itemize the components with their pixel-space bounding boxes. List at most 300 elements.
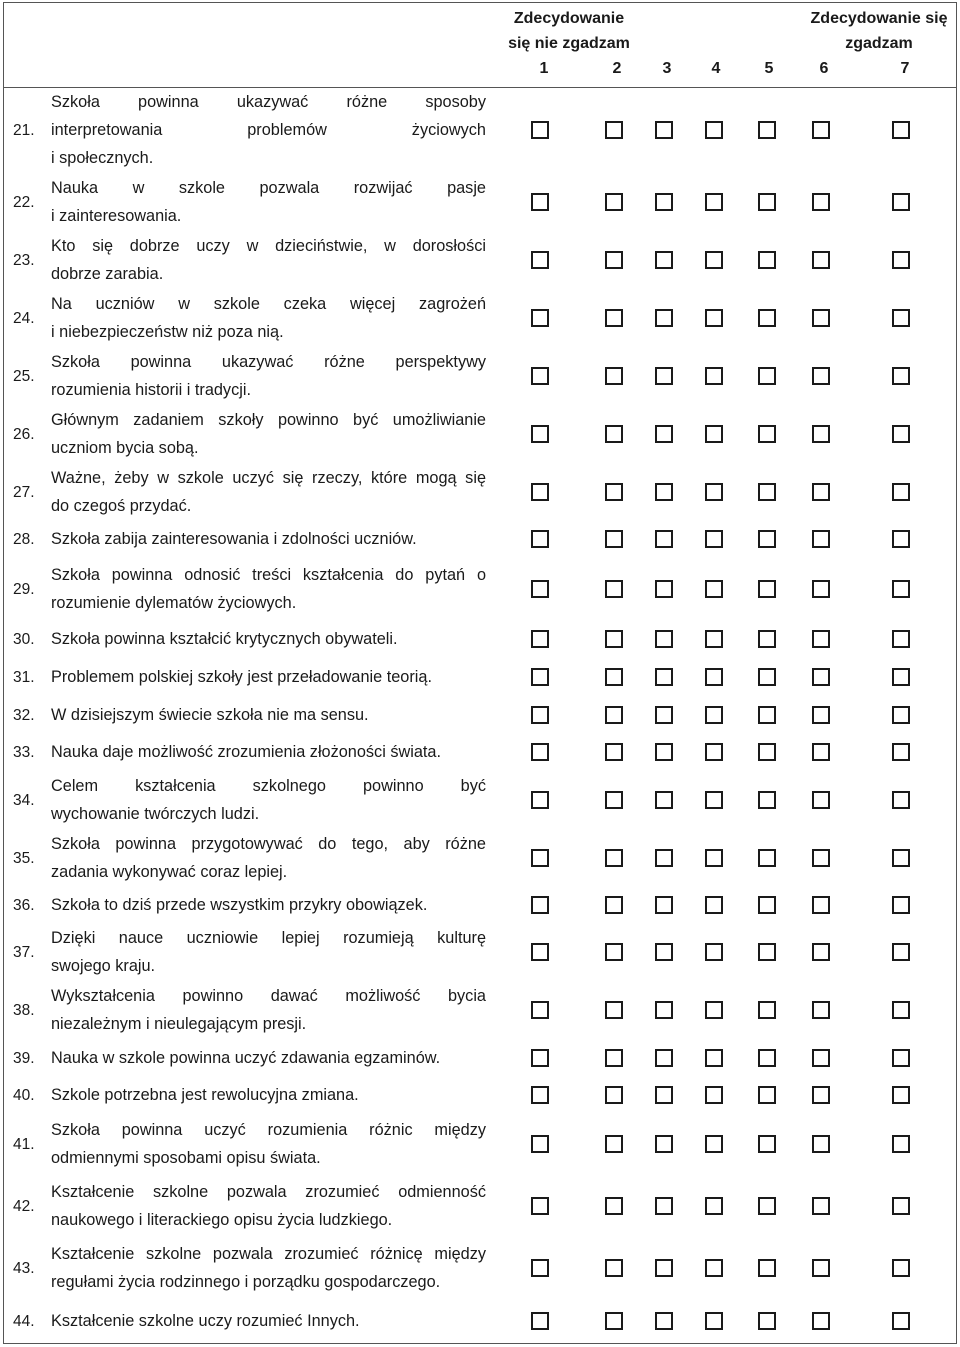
question-number: 24. bbox=[13, 310, 35, 327]
question-text bbox=[51, 525, 486, 553]
rating-checkbox-7[interactable] bbox=[892, 896, 910, 914]
rating-checkbox-1[interactable] bbox=[531, 943, 549, 961]
question-text-line: Szkoła powinna ukazywać różne sposoby bbox=[51, 93, 486, 111]
rating-checkbox-7[interactable] bbox=[892, 706, 910, 724]
question-text bbox=[51, 88, 486, 172]
rating-checkbox-4[interactable] bbox=[705, 425, 723, 443]
question-text-line: Szkoła powinna przygotowywać do tego, aby różne bbox=[51, 835, 486, 853]
rating-checkbox-3[interactable] bbox=[655, 943, 673, 961]
question-row bbox=[4, 733, 956, 771]
rating-checkbox-1[interactable] bbox=[531, 849, 549, 867]
question-text bbox=[51, 772, 486, 828]
question-number: 26. bbox=[13, 426, 35, 443]
rating-checkbox-1[interactable] bbox=[531, 530, 549, 548]
question-text-line: Szkoła powinna kształcić krytycznych obywateli. bbox=[51, 630, 398, 648]
question-text bbox=[51, 1081, 486, 1109]
question-row bbox=[4, 1039, 956, 1077]
rating-checkbox-1[interactable] bbox=[531, 1197, 549, 1215]
question-row bbox=[4, 347, 956, 405]
rating-checkbox-1[interactable] bbox=[531, 1086, 549, 1104]
question-number: 44. bbox=[13, 1313, 35, 1330]
rating-checkbox-1[interactable] bbox=[531, 1049, 549, 1067]
rating-checkbox-2[interactable] bbox=[605, 1049, 623, 1067]
question-row bbox=[4, 521, 956, 557]
question-number: 43. bbox=[13, 1260, 35, 1277]
rating-checkbox-3[interactable] bbox=[655, 630, 673, 648]
question-text-line: swojego kraju. bbox=[51, 957, 156, 975]
row-divider bbox=[4, 771, 956, 772]
rating-checkbox-2[interactable] bbox=[605, 425, 623, 443]
question-row bbox=[4, 87, 956, 173]
rating-checkbox-4[interactable] bbox=[705, 193, 723, 211]
scale-low-label-line2: się nie zgadzam bbox=[508, 35, 630, 52]
question-text-line: Szkoła zabija zainteresowania i zdolności uczniów. bbox=[51, 530, 417, 548]
rating-checkbox-6[interactable] bbox=[812, 193, 830, 211]
question-text-line: wychowanie twórczych ludzi. bbox=[51, 805, 260, 823]
scale-low-label-line1: Zdecydowanie bbox=[513, 10, 625, 27]
rating-checkbox-5[interactable] bbox=[758, 706, 776, 724]
rating-checkbox-3[interactable] bbox=[655, 668, 673, 686]
row-divider bbox=[4, 1113, 956, 1114]
rating-checkbox-6[interactable] bbox=[812, 309, 830, 327]
rating-checkbox-1[interactable] bbox=[531, 706, 549, 724]
rating-checkbox-4[interactable] bbox=[705, 1135, 723, 1153]
rating-checkbox-6[interactable] bbox=[812, 1259, 830, 1277]
rating-checkbox-7[interactable] bbox=[892, 425, 910, 443]
question-row bbox=[4, 231, 956, 289]
rating-checkbox-5[interactable] bbox=[758, 193, 776, 211]
rating-checkbox-7[interactable] bbox=[892, 1312, 910, 1330]
rating-checkbox-4[interactable] bbox=[705, 483, 723, 501]
row-divider bbox=[4, 887, 956, 888]
question-text bbox=[51, 830, 486, 886]
question-row bbox=[4, 289, 956, 347]
rating-checkbox-3[interactable] bbox=[655, 1049, 673, 1067]
rating-checkbox-2[interactable] bbox=[605, 849, 623, 867]
rating-checkbox-6[interactable] bbox=[812, 743, 830, 761]
scale-number-7: 7 bbox=[900, 60, 910, 77]
rating-checkbox-1[interactable] bbox=[531, 367, 549, 385]
question-row bbox=[4, 657, 956, 697]
rating-checkbox-5[interactable] bbox=[758, 309, 776, 327]
rating-checkbox-6[interactable] bbox=[812, 896, 830, 914]
rating-checkbox-3[interactable] bbox=[655, 483, 673, 501]
rating-checkbox-6[interactable] bbox=[812, 251, 830, 269]
rating-checkbox-7[interactable] bbox=[892, 1086, 910, 1104]
rating-checkbox-3[interactable] bbox=[655, 1312, 673, 1330]
rating-checkbox-2[interactable] bbox=[605, 743, 623, 761]
rating-checkbox-1[interactable] bbox=[531, 791, 549, 809]
question-text-line: i niebezpieczeństw niż poza nią. bbox=[51, 323, 284, 341]
rating-checkbox-7[interactable] bbox=[892, 309, 910, 327]
row-divider bbox=[4, 405, 956, 406]
question-number: 31. bbox=[13, 669, 35, 686]
question-text-line: W dzisiejszym świecie szkoła nie ma sensu. bbox=[51, 706, 369, 724]
rating-checkbox-5[interactable] bbox=[758, 743, 776, 761]
question-row bbox=[4, 1237, 956, 1299]
question-text bbox=[51, 1178, 486, 1234]
rating-checkbox-3[interactable] bbox=[655, 1001, 673, 1019]
rating-checkbox-2[interactable] bbox=[605, 367, 623, 385]
rating-checkbox-1[interactable] bbox=[531, 1259, 549, 1277]
rating-checkbox-4[interactable] bbox=[705, 706, 723, 724]
question-text-line: Wykształcenia powinno dawać możliwość bycia bbox=[51, 987, 486, 1005]
question-text-line: Dzięki nauce uczniowie lepiej rozumieją kulturę bbox=[51, 929, 486, 947]
rating-checkbox-7[interactable] bbox=[892, 668, 910, 686]
row-divider bbox=[4, 1299, 956, 1300]
rating-checkbox-1[interactable] bbox=[531, 425, 549, 443]
rating-checkbox-7[interactable] bbox=[892, 1135, 910, 1153]
rating-checkbox-5[interactable] bbox=[758, 849, 776, 867]
row-divider bbox=[4, 521, 956, 522]
rating-checkbox-2[interactable] bbox=[605, 896, 623, 914]
question-row bbox=[4, 557, 956, 621]
rating-checkbox-3[interactable] bbox=[655, 1259, 673, 1277]
rating-checkbox-6[interactable] bbox=[812, 1049, 830, 1067]
question-number: 32. bbox=[13, 707, 35, 724]
question-row bbox=[4, 887, 956, 923]
scale-number-6: 6 bbox=[819, 60, 829, 77]
rating-checkbox-5[interactable] bbox=[758, 530, 776, 548]
rating-checkbox-2[interactable] bbox=[605, 580, 623, 598]
rating-checkbox-7[interactable] bbox=[892, 1001, 910, 1019]
rating-checkbox-4[interactable] bbox=[705, 1197, 723, 1215]
row-divider bbox=[4, 981, 956, 982]
rating-checkbox-7[interactable] bbox=[892, 251, 910, 269]
rating-checkbox-7[interactable] bbox=[892, 367, 910, 385]
question-number: 38. bbox=[13, 1002, 35, 1019]
rating-checkbox-1[interactable] bbox=[531, 1001, 549, 1019]
rating-checkbox-3[interactable] bbox=[655, 193, 673, 211]
rating-checkbox-4[interactable] bbox=[705, 1312, 723, 1330]
question-row bbox=[4, 697, 956, 733]
rating-checkbox-2[interactable] bbox=[605, 530, 623, 548]
rating-checkbox-1[interactable] bbox=[531, 580, 549, 598]
rating-checkbox-3[interactable] bbox=[655, 896, 673, 914]
question-text-line: Nauka daje możliwość zrozumienia złożoności świata. bbox=[51, 743, 442, 761]
rating-checkbox-7[interactable] bbox=[892, 1197, 910, 1215]
rating-checkbox-3[interactable] bbox=[655, 530, 673, 548]
question-text-line: Szkole potrzebna jest rewolucyjna zmiana. bbox=[51, 1086, 359, 1104]
rating-checkbox-4[interactable] bbox=[705, 630, 723, 648]
question-text-line: Szkoła powinna odnosić treści kształcenia do pytań o bbox=[51, 566, 486, 584]
rating-checkbox-6[interactable] bbox=[812, 1312, 830, 1330]
rating-checkbox-2[interactable] bbox=[605, 1086, 623, 1104]
scale-low-label bbox=[499, 6, 639, 56]
row-divider bbox=[4, 289, 956, 290]
rating-checkbox-5[interactable] bbox=[758, 425, 776, 443]
rating-checkbox-5[interactable] bbox=[758, 1001, 776, 1019]
question-text bbox=[51, 406, 486, 462]
rating-checkbox-1[interactable] bbox=[531, 1312, 549, 1330]
rating-checkbox-5[interactable] bbox=[758, 1197, 776, 1215]
question-number: 34. bbox=[13, 792, 35, 809]
question-number: 41. bbox=[13, 1136, 35, 1153]
question-text-line: Kształcenie szkolne pozwala zrozumieć odmienność bbox=[51, 1183, 486, 1201]
rating-checkbox-3[interactable] bbox=[655, 425, 673, 443]
rating-checkbox-2[interactable] bbox=[605, 309, 623, 327]
question-text-line: niezależnym i nieulegającym presji. bbox=[51, 1015, 307, 1033]
rating-checkbox-2[interactable] bbox=[605, 193, 623, 211]
rating-checkbox-4[interactable] bbox=[705, 1259, 723, 1277]
rating-checkbox-2[interactable] bbox=[605, 1001, 623, 1019]
rating-checkbox-3[interactable] bbox=[655, 849, 673, 867]
rating-checkbox-7[interactable] bbox=[892, 791, 910, 809]
question-row bbox=[4, 923, 956, 981]
rating-checkbox-6[interactable] bbox=[812, 580, 830, 598]
question-row bbox=[4, 771, 956, 829]
rating-checkbox-6[interactable] bbox=[812, 1086, 830, 1104]
rating-checkbox-5[interactable] bbox=[758, 1049, 776, 1067]
rating-checkbox-4[interactable] bbox=[705, 367, 723, 385]
question-row bbox=[4, 621, 956, 657]
row-divider bbox=[4, 557, 956, 558]
row-divider bbox=[4, 1175, 956, 1176]
rating-checkbox-4[interactable] bbox=[705, 743, 723, 761]
rating-checkbox-6[interactable] bbox=[812, 1197, 830, 1215]
rating-checkbox-4[interactable] bbox=[705, 1001, 723, 1019]
rating-checkbox-4[interactable] bbox=[705, 668, 723, 686]
rating-checkbox-1[interactable] bbox=[531, 896, 549, 914]
rating-checkbox-5[interactable] bbox=[758, 668, 776, 686]
table-header bbox=[4, 3, 956, 88]
question-number: 28. bbox=[13, 531, 35, 548]
rating-checkbox-3[interactable] bbox=[655, 1197, 673, 1215]
rating-checkbox-2[interactable] bbox=[605, 1135, 623, 1153]
rating-checkbox-2[interactable] bbox=[605, 483, 623, 501]
question-number: 35. bbox=[13, 850, 35, 867]
rating-checkbox-6[interactable] bbox=[812, 483, 830, 501]
question-number: 25. bbox=[13, 368, 35, 385]
rating-checkbox-7[interactable] bbox=[892, 483, 910, 501]
rating-checkbox-2[interactable] bbox=[605, 668, 623, 686]
rating-checkbox-5[interactable] bbox=[758, 1086, 776, 1104]
rating-checkbox-7[interactable] bbox=[892, 743, 910, 761]
rating-checkbox-4[interactable] bbox=[705, 791, 723, 809]
rating-checkbox-2[interactable] bbox=[605, 943, 623, 961]
question-text-line: naukowego i literackiego opisu życia ludzkiego. bbox=[51, 1211, 393, 1229]
question-text-line: Szkoła to dziś przede wszystkim przykry obowiązek. bbox=[51, 896, 428, 914]
question-text-line: Kształcenie szkolne uczy rozumieć Innych. bbox=[51, 1312, 360, 1330]
question-number: 21. bbox=[13, 122, 35, 139]
rating-checkbox-2[interactable] bbox=[605, 1197, 623, 1215]
question-text-line: odmiennymi sposobami opisu świata. bbox=[51, 1149, 321, 1167]
rating-checkbox-6[interactable] bbox=[812, 791, 830, 809]
rating-checkbox-6[interactable] bbox=[812, 425, 830, 443]
question-number: 23. bbox=[13, 252, 35, 269]
scale-high-label-line1: Zdecydowanie się bbox=[810, 10, 948, 27]
question-row bbox=[4, 829, 956, 887]
row-divider bbox=[4, 697, 956, 698]
question-text-line: Na uczniów w szkole czeka więcej zagrożeń bbox=[51, 295, 486, 313]
question-row bbox=[4, 1077, 956, 1113]
rating-checkbox-7[interactable] bbox=[892, 121, 910, 139]
rating-checkbox-5[interactable] bbox=[758, 580, 776, 598]
rating-checkbox-4[interactable] bbox=[705, 121, 723, 139]
rating-checkbox-5[interactable] bbox=[758, 896, 776, 914]
rating-checkbox-7[interactable] bbox=[892, 630, 910, 648]
rating-checkbox-4[interactable] bbox=[705, 1049, 723, 1067]
rating-checkbox-4[interactable] bbox=[705, 530, 723, 548]
question-text-line: interpretowania problemów życiowych bbox=[51, 121, 486, 139]
rating-checkbox-5[interactable] bbox=[758, 483, 776, 501]
question-text bbox=[51, 1044, 486, 1072]
question-text-line: zadania wykonywać coraz lepiej. bbox=[51, 863, 288, 881]
scale-number-2: 2 bbox=[612, 60, 622, 77]
rating-checkbox-6[interactable] bbox=[812, 630, 830, 648]
question-row bbox=[4, 173, 956, 231]
question-text-line: Problemem polskiej szkoły jest przeładowanie teorią. bbox=[51, 668, 432, 686]
rating-checkbox-1[interactable] bbox=[531, 121, 549, 139]
rating-checkbox-6[interactable] bbox=[812, 367, 830, 385]
question-text bbox=[51, 1240, 486, 1296]
rating-checkbox-4[interactable] bbox=[705, 896, 723, 914]
rating-checkbox-5[interactable] bbox=[758, 1259, 776, 1277]
rating-checkbox-2[interactable] bbox=[605, 791, 623, 809]
rating-checkbox-5[interactable] bbox=[758, 791, 776, 809]
rating-checkbox-7[interactable] bbox=[892, 1049, 910, 1067]
rating-checkbox-5[interactable] bbox=[758, 121, 776, 139]
rating-checkbox-1[interactable] bbox=[531, 668, 549, 686]
rating-checkbox-3[interactable] bbox=[655, 367, 673, 385]
rating-checkbox-6[interactable] bbox=[812, 943, 830, 961]
survey-table bbox=[3, 2, 957, 1344]
rating-checkbox-7[interactable] bbox=[892, 1259, 910, 1277]
question-number: 22. bbox=[13, 194, 35, 211]
rating-checkbox-6[interactable] bbox=[812, 121, 830, 139]
rating-checkbox-3[interactable] bbox=[655, 743, 673, 761]
row-divider bbox=[4, 347, 956, 348]
rating-checkbox-5[interactable] bbox=[758, 1312, 776, 1330]
question-number: 42. bbox=[13, 1198, 35, 1215]
rating-checkbox-4[interactable] bbox=[705, 849, 723, 867]
question-number: 33. bbox=[13, 744, 35, 761]
question-row bbox=[4, 463, 956, 521]
rating-checkbox-6[interactable] bbox=[812, 1001, 830, 1019]
rating-checkbox-5[interactable] bbox=[758, 251, 776, 269]
rating-checkbox-1[interactable] bbox=[531, 251, 549, 269]
rating-checkbox-2[interactable] bbox=[605, 1259, 623, 1277]
question-text bbox=[51, 924, 486, 980]
row-divider bbox=[4, 1077, 956, 1078]
rating-checkbox-6[interactable] bbox=[812, 849, 830, 867]
rating-checkbox-1[interactable] bbox=[531, 630, 549, 648]
question-text bbox=[51, 891, 486, 919]
question-text-line: Szkoła powinna uczyć rozumienia różnic między bbox=[51, 1121, 486, 1139]
rating-checkbox-3[interactable] bbox=[655, 791, 673, 809]
rating-checkbox-3[interactable] bbox=[655, 309, 673, 327]
rating-checkbox-4[interactable] bbox=[705, 1086, 723, 1104]
rating-checkbox-7[interactable] bbox=[892, 530, 910, 548]
rating-checkbox-6[interactable] bbox=[812, 530, 830, 548]
rating-checkbox-6[interactable] bbox=[812, 706, 830, 724]
rating-checkbox-4[interactable] bbox=[705, 309, 723, 327]
rating-checkbox-4[interactable] bbox=[705, 251, 723, 269]
scale-number-5: 5 bbox=[764, 60, 774, 77]
row-divider bbox=[4, 463, 956, 464]
rating-checkbox-1[interactable] bbox=[531, 483, 549, 501]
question-text bbox=[51, 982, 486, 1038]
scale-number-4: 4 bbox=[711, 60, 721, 77]
scale-high-label-line2: zgadzam bbox=[845, 35, 913, 52]
rating-checkbox-5[interactable] bbox=[758, 943, 776, 961]
rating-checkbox-3[interactable] bbox=[655, 1086, 673, 1104]
rating-checkbox-4[interactable] bbox=[705, 580, 723, 598]
rating-checkbox-7[interactable] bbox=[892, 193, 910, 211]
row-divider bbox=[4, 173, 956, 174]
question-text bbox=[51, 174, 486, 230]
question-text bbox=[51, 663, 486, 691]
question-text-line: Nauka w szkole powinna uczyć zdawania egzaminów. bbox=[51, 1049, 441, 1067]
question-text bbox=[51, 738, 486, 766]
question-text bbox=[51, 1307, 486, 1335]
rating-checkbox-4[interactable] bbox=[705, 943, 723, 961]
question-text-line: Głównym zadaniem szkoły powinno być umożliwianie bbox=[51, 411, 486, 429]
question-number: 40. bbox=[13, 1087, 35, 1104]
row-divider bbox=[4, 829, 956, 830]
question-text-line: Kształcenie szkolne pozwala zrozumieć różnicę między bbox=[51, 1245, 486, 1263]
question-text bbox=[51, 348, 486, 404]
question-text-line: regułami życia rodzinnego i porządku gospodarczego. bbox=[51, 1273, 441, 1291]
rating-checkbox-1[interactable] bbox=[531, 193, 549, 211]
row-divider bbox=[4, 923, 956, 924]
question-text-line: dobrze zarabia. bbox=[51, 265, 164, 283]
question-text bbox=[51, 1116, 486, 1172]
rating-checkbox-6[interactable] bbox=[812, 1135, 830, 1153]
rating-checkbox-3[interactable] bbox=[655, 121, 673, 139]
question-number: 30. bbox=[13, 631, 35, 648]
question-text-line: Nauka w szkole pozwala rozwijać pasje bbox=[51, 179, 486, 197]
question-text bbox=[51, 701, 486, 729]
rating-checkbox-5[interactable] bbox=[758, 367, 776, 385]
rating-checkbox-5[interactable] bbox=[758, 1135, 776, 1153]
question-number: 39. bbox=[13, 1050, 35, 1067]
rating-checkbox-6[interactable] bbox=[812, 668, 830, 686]
rating-checkbox-7[interactable] bbox=[892, 943, 910, 961]
rating-checkbox-3[interactable] bbox=[655, 706, 673, 724]
rating-checkbox-7[interactable] bbox=[892, 580, 910, 598]
row-divider bbox=[4, 657, 956, 658]
question-text-line: rozumienia historii i tradycji. bbox=[51, 381, 251, 399]
rating-checkbox-2[interactable] bbox=[605, 121, 623, 139]
question-row bbox=[4, 1113, 956, 1175]
rating-checkbox-2[interactable] bbox=[605, 251, 623, 269]
scale-high-label bbox=[799, 6, 959, 56]
rating-checkbox-3[interactable] bbox=[655, 580, 673, 598]
scale-number-3: 3 bbox=[662, 60, 672, 77]
rating-checkbox-3[interactable] bbox=[655, 251, 673, 269]
rating-checkbox-7[interactable] bbox=[892, 849, 910, 867]
question-text bbox=[51, 561, 486, 617]
rating-checkbox-3[interactable] bbox=[655, 1135, 673, 1153]
rating-checkbox-1[interactable] bbox=[531, 1135, 549, 1153]
rating-checkbox-5[interactable] bbox=[758, 630, 776, 648]
question-number: 37. bbox=[13, 944, 35, 961]
question-text-line: Celem kształcenia szkolnego powinno być bbox=[51, 777, 486, 795]
question-text-line: Kto się dobrze uczy w dzieciństwie, w dorosłości bbox=[51, 237, 486, 255]
rating-checkbox-1[interactable] bbox=[531, 743, 549, 761]
rating-checkbox-2[interactable] bbox=[605, 630, 623, 648]
question-row bbox=[4, 405, 956, 463]
question-text-line: Szkoła powinna ukazywać różne perspektywy bbox=[51, 353, 486, 371]
question-row bbox=[4, 1299, 956, 1343]
row-divider bbox=[4, 733, 956, 734]
question-row bbox=[4, 981, 956, 1039]
rating-checkbox-1[interactable] bbox=[531, 309, 549, 327]
rating-checkbox-2[interactable] bbox=[605, 1312, 623, 1330]
question-text-line: Ważne, żeby w szkole uczyć się rzeczy, które mogą się bbox=[51, 469, 486, 487]
rating-checkbox-2[interactable] bbox=[605, 706, 623, 724]
